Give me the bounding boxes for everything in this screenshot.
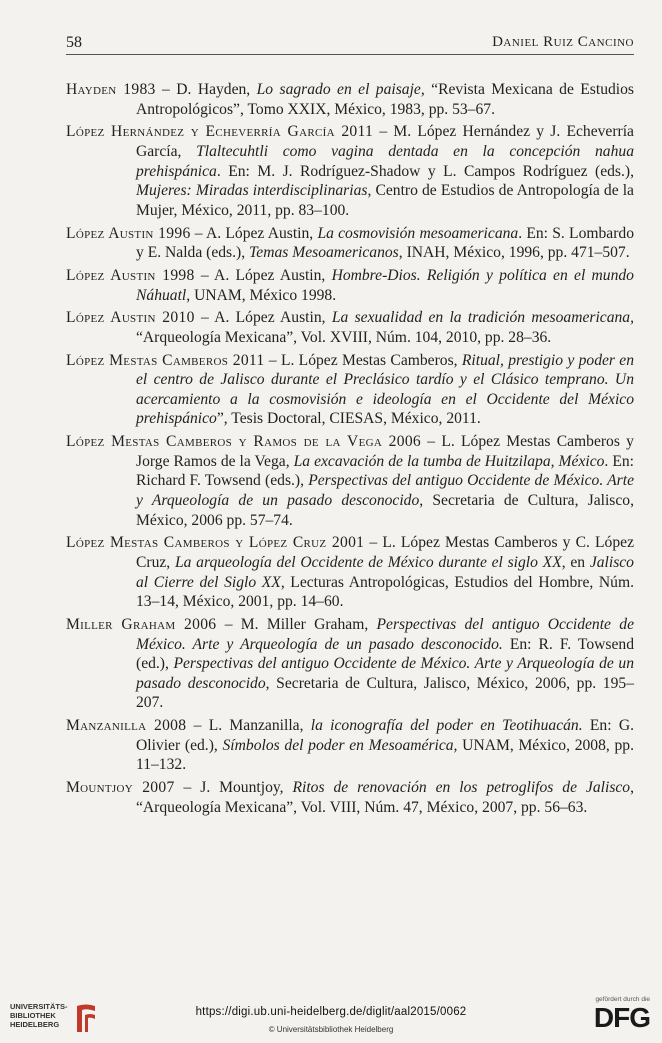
entry-text: , Centro de Estudios de Antropología de la Mujer, México, 2011, pp. 83–100. [136,182,634,219]
entry-title: Perspectivas del antiguo Occidente de México. Arte y Arqueología de un pasado desconocido [136,472,634,509]
entry-text: – D. Hayden, [155,81,257,98]
bibliography-entry [66,224,634,263]
bibliography-entry [66,351,634,429]
entry-text: , INAH, México, 1996, pp. 471–507. [398,244,630,262]
entry-text: – A. López Austin, [194,266,332,284]
bibliography-entry [66,266,634,305]
library-name: UNIVERSITÄTS- BIBLIOTHEK HEIDELBERG [10,1002,68,1029]
entry-text: “Revista Mexicana de Estudios Antropológicos”, Tomo XXIX, México, 1983, pp. 53–67. [136,81,634,118]
entry-title: Perspectivas del antiguo Occidente de México. Arte y Arqueología de un pasado desconocido [136,655,634,692]
bibliography-entry [66,432,634,530]
entry-title: Perspectivas del antiguo Occidente de México. Arte y Arqueología de un pasado desconocido. [136,615,634,653]
entry-title: Ritual, prestigio y poder en el centro de Jalisco durante el Preclásico tardío y el Clásico temprano. Un acercamiento a la cosmovisión e ideología en el Occidente del México prehispánico [136,351,635,428]
entry-title: Jalisco al Cierre del Siglo XX [136,553,634,591]
entry-author: Miller Graham 2006 [66,615,217,633]
entry-title: Ritos de renovación en los petroglifos de Jalisco [292,779,631,797]
entry-title: La excavación de la tumba de Huitzilapa, México [293,452,605,470]
entry-title: Temas Mesoamericanos [249,244,399,262]
entry-title: la iconografía del poder en Teotihuacán. [310,717,583,735]
entry-author: López Hernández y Echeverría García 2011 [66,123,374,141]
page-footer [0,996,662,1043]
entry-author: López Austin 1996 [66,224,191,242]
dfg-wordmark: DFG [593,1002,650,1033]
bibliography-list [66,80,634,820]
entry-text: – L. López Mestas Camberos y Jorge Ramos de la Vega, [136,433,634,470]
entry-author: Mountjoy 2007 [66,779,175,797]
entry-text: , Secretaria de Cultura, Jalisco, México, 2006 pp. 57–74. [136,492,634,529]
entry-text: “Arqueología Mexicana”, Vol. XVIII, Núm. 104, 2010, pp. 28–36. [136,328,552,346]
entry-text: En: G. Olivier (ed.), [136,717,634,754]
entry-title: Símbolos del poder en Mesoamérica, [222,736,458,754]
entry-text: En: R. F. Towsend (ed.), [136,635,634,673]
entry-author: López Austin 2010 [66,309,195,327]
bibliography-entry [66,308,634,347]
bibliography-entry [66,716,634,775]
entry-author: López Mestas Camberos y López Cruz 2001 [66,534,365,552]
entry-text: – M. Miller Graham, [216,615,377,633]
entry-text: , Secretaria de Cultura, Jalisco, México, 2006, pp. 195–207. [136,674,634,712]
entry-title: Hombre-Dios. Religión y política en el mundo Náhuatl [136,266,634,304]
bibliography-entry [66,122,634,220]
entry-text: , “Arqueología Mexicana”, Vol. VIII, Núm. 47, México, 2007, pp. 56–63. [136,779,635,816]
entry-author: López Mestas Camberos y Ramos de la Vega 2006 [66,433,422,451]
entry-author: Manzanilla 2008 [66,717,187,735]
entry-text: – A. López Austin, [190,224,318,242]
entry-title: La sexualidad en la tradición mesoamericana, [331,309,634,327]
entry-title: Lo sagrado en el paisaje, [256,81,425,98]
entry-text: – L. Manzanilla, [186,717,311,735]
entry-text: , UNAM, México 1998. [186,286,337,304]
dfg-note: gefördert durch die [595,996,650,1003]
entry-author: Hayden 1983 [66,81,156,98]
entry-text: , Lecturas Antropológicas, Estudios del Hombre, Núm. 13–14, México, 2001, pp. 14–60. [136,573,634,611]
copyright-notice: © Universitätsbibliothek Heidelberg [268,1025,394,1034]
bibliography-entry [66,533,634,611]
entry-text: UNAM, México, 2008, pp. 11–132. [136,736,634,774]
entry-text: ”, Tesis Doctoral, CIESAS, México, 2011. [216,410,481,428]
entry-text: . En: Richard F. Towsend (eds.), [136,452,634,490]
entry-text: – M. López Hernández y J. Echeverría García, [136,123,634,160]
bibliography-entry [66,778,634,817]
entry-title: La cosmovisión mesoamericana [317,224,519,242]
entry-text: – A. López Austin, [194,309,332,327]
entry-text: – L. López Mestas Camberos y C. López Cruz, [136,534,634,571]
entry-text: , en [561,553,590,571]
entry-author: López Mestas Camberos 2011 [66,351,265,369]
bibliography-entry [66,80,634,119]
entry-text: – J. Mountjoy, [174,779,293,797]
entry-title: La arqueología del Occidente de México durante el siglo XX [174,553,562,571]
page-header [66,34,634,55]
dfg-logo [578,996,650,1040]
bibliography-entry [66,615,634,713]
entry-title: Mujeres: Miradas interdisciplinarias [136,182,368,200]
entry-text: – L. López Mestas Camberos, [264,351,462,369]
source-url[interactable]: https://digi.ub.uni-heidelberg.de/diglit/aal2015/0062 [195,1006,467,1018]
entry-text: . En: M. J. Rodríguez-Shadow y L. Campos Rodríguez (eds.), [216,162,634,180]
page-number: 58 [66,34,82,51]
entry-text: . En: S. Lombardo y E. Nalda (eds.), [136,224,634,262]
running-head: Daniel Ruiz Cancino [492,34,634,50]
entry-author: López Austin 1998 [66,266,195,284]
entry-title: Tlaltecuhtli como vagina dentada en la concepción nahua prehispánica [136,142,634,180]
